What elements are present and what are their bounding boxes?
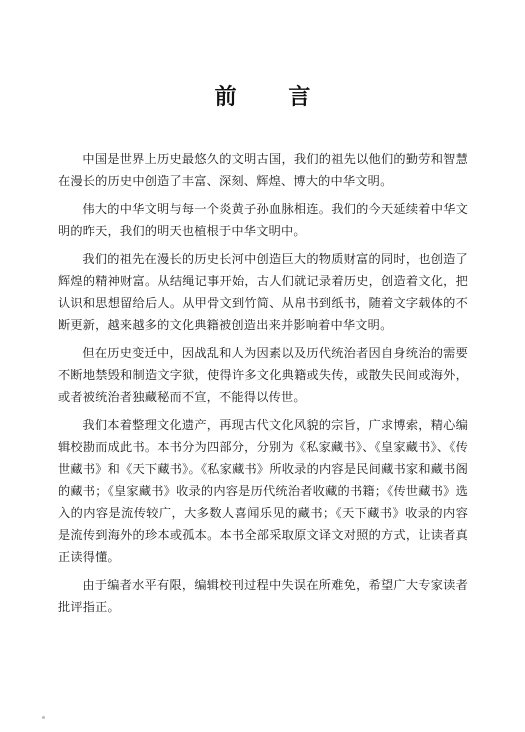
- preface-body: [58, 148, 468, 624]
- scan-speck: [42, 716, 45, 719]
- paragraph-1: 中国是世界上历史最悠久的文明古国，我们的祖先以他们的勤劳和智慧在漫长的历史中创造了丰富、深刻、辉煌、博大的中华文明。: [58, 152, 468, 188]
- paragraph-2: 伟大的中华文明与每一个炎黄子孙血脉相连。我们的今天延续着中华文明的昨天，我们的明天也植根于中华文明中。: [58, 202, 468, 238]
- paragraph-5: 我们本着整理文化遗产，再现古代文化风貌的宗旨，广求博索，精心编辑校勘而成此书。本书分为四部分，分别为《私家藏书》、《皇家藏书》、《传世藏书》和《天下藏书》。《私家藏书》所收录的内容是民间藏书家和藏书阁的藏书；《皇家藏书》收录的内容是历代统治者收藏的书籍；《传世藏书》选入的内容是流传较广，大多数人喜闻乐见的藏书；《天下藏书》收录的内容是流传到海外的珍本或孤本。本书全部采取原文译文对照的方式，让读者真正读得懂。: [58, 418, 468, 564]
- paragraph-4: 但在历史变迁中，因战乱和人为因素以及历代统治者因自身统治的需要不断地禁毁和制造文字狱，使得许多文化典籍或失传，或散失民间或海外，或者被统治者独藏秘而不宣，不能得以传世。: [58, 346, 468, 404]
- page-title: 前 言: [214, 85, 333, 110]
- paragraph-3: 我们的祖先在漫长的历史长河中创造巨大的物质财富的同时，也创造了辉煌的精神财富。从结绳记事开始，古人们就记录着历史，创造着文化，把认识和思想留给后人。从甲骨文到竹简、从帛书到纸书，随着文字载体的不断更新，越来越多的文化典籍被创造出来并影响着中华文明。: [58, 252, 468, 332]
- paragraph-6: 由于编者水平有限，编辑校刊过程中失误在所难免，希望广大专家读者批评指正。: [58, 578, 468, 614]
